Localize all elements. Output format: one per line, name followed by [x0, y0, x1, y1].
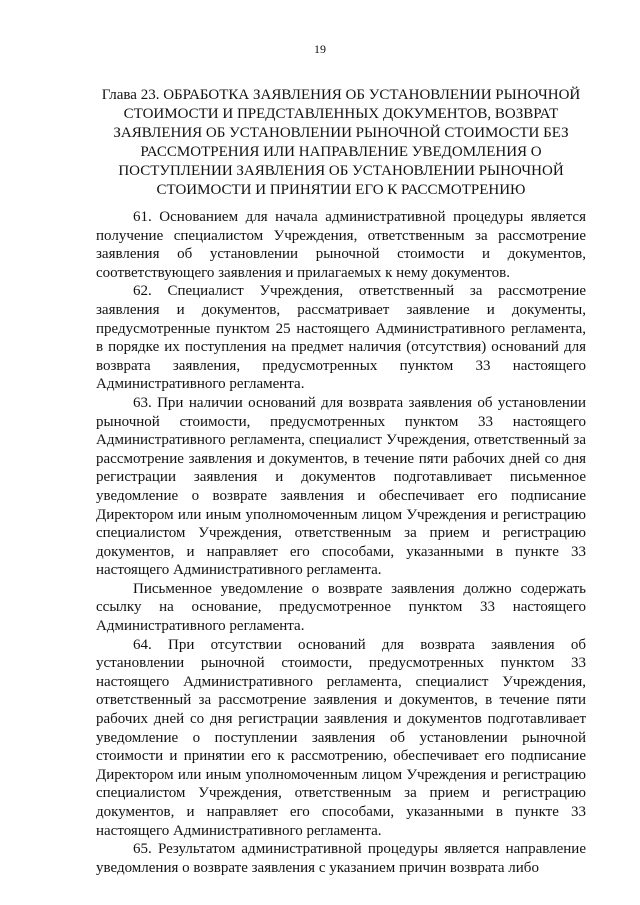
paragraph-62: 62. Специалист Учреждения, ответственный за рассмотрение заявления и документов, рассматривает заявление и документы, предусмотренные пунктом 25 настоящего Административного регламента, в порядке их поступления на предмет наличия (отсутствия) оснований для возврата заявления, предусмотренных пунктом 33 настоящего Административного регламента. [96, 283, 586, 393]
paragraph-64: 64. При отсутствии оснований для возврата заявления об установлении рыночной стоимости, предусмотренных пунктом 33 настоящего Административного регламента, специалист Учреждения, ответственный за рассмотрение заявления и документов, в течение пяти рабочих дней со дня регистрации заявления и документов подготавливает уведомление о поступлении заявления об установлении рыночной стоимости и принятии его к рассмотрению, обеспечивает его подписание Директором или иным уполномоченным лицом Учреждения и регистрацию специалистом Учреждения, ответственным за прием и регистрацию документов, и направляет его способами, указанными в пункте 33 настоящего Административного регламента. [96, 636, 586, 839]
chapter-title: Глава 23. ОБРАБОТКА ЗАЯВЛЕНИЯ ОБ УСТАНОВЛЕНИИ РЫНОЧНОЙ СТОИМОСТИ И ПРЕДСТАВЛЕННЫХ ДОКУМЕНТОВ, ВОЗВРАТ ЗАЯВЛЕНИЯ ОБ УСТАНОВЛЕНИИ РЫНОЧНОЙ СТОИМОСТИ БЕЗ РАССМОТРЕНИЯ ИЛИ НАПРАВЛЕНИЕ УВЕДОМЛЕНИЯ О ПОСТУПЛЕНИИ ЗАЯВЛЕНИЯ ОБ УСТАНОВЛЕНИИ РЫНОЧНОЙ СТОИМОСТИ И ПРИНЯТИИ ЕГО К РАССМОТРЕНИЮ [101, 87, 581, 198]
paragraph-63-note: Письменное уведомление о возврате заявления должно содержать ссылку на основание, предусмотренное пунктом 33 настоящего Административного регламента. [96, 580, 586, 635]
body-text [96, 208, 586, 877]
page-number: 19 [314, 42, 326, 56]
paragraph-61: 61. Основанием для начала административной процедуры является получение специалистом Учреждения, ответственным за рассмотрение заявления об установлении рыночной стоимости и документов, соответствующего заявления и прилагаемых к нему документов. [96, 209, 586, 281]
paragraph-63: 63. При наличии оснований для возврата заявления об установлении рыночной стоимости, предусмотренных пунктом 33 настоящего Административного регламента, специалист Учреждения, ответственный за рассмотрение заявления и документов, в течение пяти рабочих дней со дня регистрации заявления и документов подготавливает письменное уведомление о возврате заявления и обеспечивает его подписание Директором или иным уполномоченным лицом Учреждения и регистрацию специалистом Учреждения, ответственным за прием и регистрацию документов, и направляет его способами, указанными в пункте 33 настоящего Административного регламента. [96, 394, 586, 579]
paragraph-65: 65. Результатом административной процедуры является направление уведомления о возврате заявления с указанием причин возврата либо [96, 841, 586, 876]
